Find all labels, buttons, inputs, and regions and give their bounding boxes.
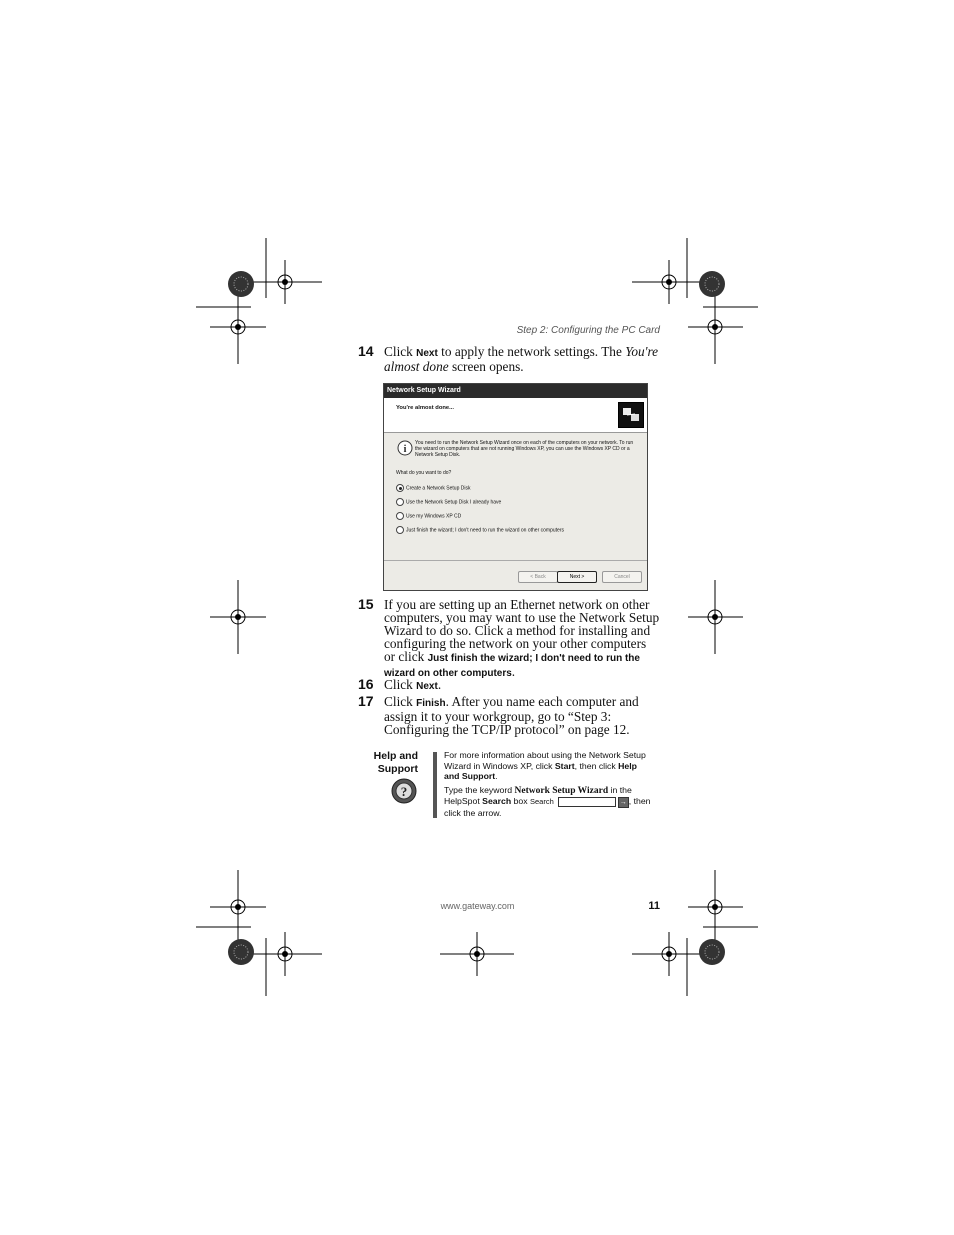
wizard-info-text: You need to run the Network Setup Wizard once on each of the computers on your network. To run the wizard on computers that are not running Windows XP, you can use the Windows XP CD or a Network Setup Disk. bbox=[415, 440, 634, 458]
footer-url: www.gateway.com bbox=[440, 901, 515, 911]
wizard-heading: You're almost done... bbox=[396, 405, 454, 411]
radio-create-disk[interactable]: Create a Network Setup Disk bbox=[396, 484, 470, 492]
step-16-text: Click Next. bbox=[384, 677, 442, 692]
wizard-divider bbox=[384, 560, 647, 561]
step-number-16: 16 bbox=[358, 676, 374, 692]
help-question-icon bbox=[391, 778, 417, 804]
radio-icon bbox=[396, 526, 404, 534]
running-header: Step 2: Configuring the PC Card bbox=[516, 325, 660, 336]
page-number: 11 bbox=[648, 900, 660, 912]
arrow-icon: → bbox=[619, 798, 627, 806]
ui-term-just-finish: Just finish the wizard; I don't need to run the wizard on other computers bbox=[384, 653, 640, 679]
help-support-label: Help and Support bbox=[373, 750, 418, 775]
step-number-14: 14 bbox=[358, 343, 374, 359]
sidebar-bar bbox=[433, 752, 437, 818]
ui-term-next: Next bbox=[416, 348, 438, 359]
step-number-15: 15 bbox=[358, 596, 374, 612]
info-icon bbox=[396, 440, 414, 458]
radio-just-finish[interactable]: Just finish the wizard; I don't need to run the wizard on other computers bbox=[396, 526, 564, 534]
back-button[interactable]: < Back bbox=[518, 571, 558, 583]
radio-icon bbox=[396, 498, 404, 506]
step-14-text: Click Next to apply the network settings. The You're almost done screen opens. bbox=[384, 344, 659, 374]
radio-icon bbox=[396, 512, 404, 520]
cancel-button[interactable]: Cancel bbox=[602, 571, 642, 583]
svg-text:i: i bbox=[403, 444, 407, 455]
radio-selected-icon bbox=[396, 484, 404, 492]
step-number-17: 17 bbox=[358, 693, 374, 709]
next-button[interactable]: Next > bbox=[557, 571, 597, 583]
helpspot-search-box: Search → bbox=[529, 797, 627, 807]
wizard-title-bar: Network Setup Wizard bbox=[384, 384, 647, 398]
search-input bbox=[558, 797, 616, 807]
radio-use-disk[interactable]: Use the Network Setup Disk I already have bbox=[396, 498, 501, 506]
step-17-text: Click Finish. After you name each computer and assign it to your workgroup, go to “Step 3: Configuring the TCP/IP protocol” on page 12. bbox=[384, 694, 639, 737]
ui-term-finish: Finish bbox=[416, 698, 446, 709]
wizard-header bbox=[384, 398, 647, 433]
wizard-question: What do you want to do? bbox=[396, 470, 452, 476]
network-wizard-icon bbox=[618, 402, 644, 428]
step-15-text: If you are setting up an Ethernet network on other computers, you may want to use the Network Setup Wizard to do so. Click a method for installing and configuring the network on your other computers or click Just finish the wizard; I don't need to run the wizard on other computers. bbox=[384, 597, 660, 679]
radio-use-cd[interactable]: Use my Windows XP CD bbox=[396, 512, 461, 520]
help-text: For more information about using the Network Setup Wizard in Windows XP, click Start, then click Help and Support. Type the keyword Network Setup Wizard in the HelpSpot Search box Search → , then click the arrow. bbox=[444, 750, 651, 818]
ui-term-next: Next bbox=[416, 681, 438, 692]
svg-text:?: ? bbox=[400, 784, 408, 799]
wizard-screenshot bbox=[383, 383, 648, 591]
